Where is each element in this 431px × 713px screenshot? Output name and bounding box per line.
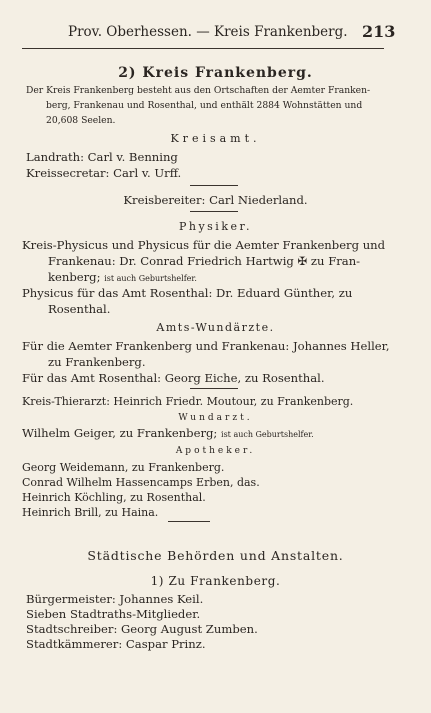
intro-line-1: Der Kreis Frankenberg besteht aus den Ortschaften der Aemter Franken-	[26, 85, 371, 96]
physiker-heading: Physiker.	[178, 220, 253, 233]
wundaerzte-line-1: Für die Aemter Frankenberg und Frankenau: Johannes Heller,	[22, 339, 390, 353]
staedtische-line-4: Stadtkämmerer: Caspar Prinz.	[26, 637, 206, 651]
wundarzt-text: Wilhelm Geiger, zu Frankenberg;	[22, 426, 218, 440]
secretar-line: Kreissecretar: Carl v. Urff.	[26, 166, 182, 180]
apotheker-line-1: Georg Weidemann, zu Frankenberg.	[22, 461, 225, 474]
staedtische-subheading: 1) Zu Frankenberg.	[150, 574, 281, 588]
intro-line-3: 20,608 Seelen.	[46, 115, 116, 126]
staedtische-heading: Städtische Behörden und Anstalten.	[87, 548, 344, 563]
physiker-note: ist auch Geburtshelfer.	[104, 274, 197, 283]
section-title: 2) Kreis Frankenberg.	[118, 65, 313, 81]
running-title: Prov. Oberhessen. — Kreis Frankenberg.	[68, 24, 348, 40]
apotheker-heading: Apotheker.	[175, 446, 256, 456]
physiker-line-5: Rosenthal.	[48, 302, 111, 316]
wundaerzte-line-3: Für das Amt Rosenthal: Georg Eiche, zu Rosenthal.	[22, 371, 325, 385]
wundaerzte-heading: Amts-Wundärzte.	[156, 321, 275, 334]
landrath-line: Landrath: Carl v. Benning	[26, 150, 178, 164]
wundarzt-line	[22, 428, 314, 440]
page-number: 213	[362, 22, 396, 41]
staedtische-line-1: Bürgermeister: Johannes Keil.	[26, 592, 204, 606]
staedtische-line-2: Sieben Stadtraths-Mitglieder.	[26, 607, 201, 621]
physiker-line-4: Physicus für das Amt Rosenthal: Dr. Eduard Günther, zu	[22, 286, 353, 300]
apotheker-line-2: Conrad Wilhelm Hassencamps Erben, das.	[22, 476, 260, 489]
apotheker-line-3: Heinrich Köchling, zu Rosenthal.	[22, 491, 206, 504]
physiker-line-2: Frankenau: Dr. Conrad Friedrich Hartwig ✠ zu Fran-	[48, 254, 361, 268]
divider-4	[168, 521, 210, 522]
intro-line-2: berg, Frankenau und Rosenthal, und enthält 2884 Wohnstätten und	[46, 100, 363, 111]
wundarzt-note: ist auch Geburtshelfer.	[221, 430, 314, 439]
header-rule	[22, 48, 384, 49]
physiker-line-3-text: kenberg;	[48, 270, 101, 284]
kreisamt-heading: Kreisamt.	[170, 132, 261, 145]
divider-2	[190, 211, 238, 212]
physiker-line-3	[48, 272, 197, 284]
wundarzt-heading: Wundarzt.	[178, 413, 253, 423]
physiker-line-1: Kreis-Physicus und Physicus für die Aemter Frankenberg und	[22, 238, 386, 252]
kreisbereiter-line: Kreisbereiter: Carl Niederland.	[123, 193, 308, 207]
divider-1	[190, 185, 238, 186]
thierarzt-line: Kreis-Thierarzt: Heinrich Friedr. Moutour, zu Frankenberg.	[22, 395, 354, 408]
wundaerzte-line-2: zu Frankenberg.	[48, 355, 146, 369]
apotheker-line-4: Heinrich Brill, zu Haina.	[22, 506, 159, 519]
staedtische-line-3: Stadtschreiber: Georg August Zumben.	[26, 622, 258, 636]
divider-3	[190, 388, 238, 389]
